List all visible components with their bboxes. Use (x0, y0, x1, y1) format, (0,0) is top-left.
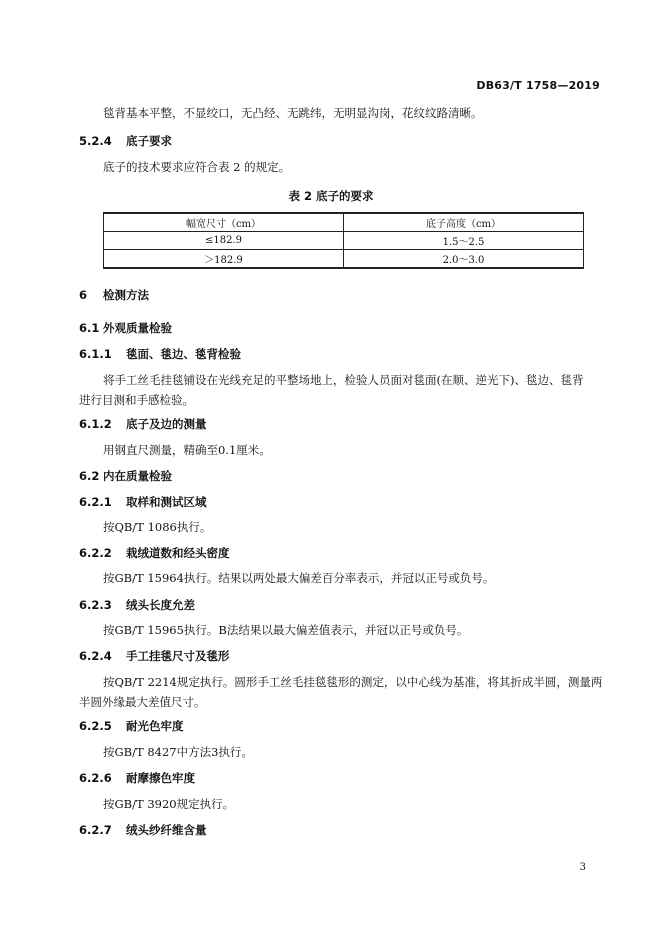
table-row (104, 232, 584, 250)
carpet-back-paragraph: 毯背基本平整，不显绞口，无凸经、无跳纬，无明显沟岗，花纹纹路清晰。 (103, 106, 483, 120)
section-number: 6 (79, 288, 88, 302)
section-6-1-2-heading (79, 416, 207, 432)
section-6-2-5-heading (79, 718, 184, 734)
section-6-2-4-text-line2: 半圆外缘最大差值尺寸。 (79, 695, 206, 709)
section-number: 6.2 (79, 469, 100, 483)
section-6-1-2-text: 用钢直尺测量，精确至0.1厘米。 (103, 443, 271, 457)
section-6-2-4-text-line1: 按QB/T 2214规定执行。圆形手工丝毛挂毯毯形的测定，以中心线为基准，将其折成半圆，测量两 (103, 675, 603, 689)
section-title: 外观质量检验 (103, 321, 172, 335)
section-6-2-1-heading (79, 494, 207, 510)
section-6-1-heading (79, 320, 172, 336)
section-number: 6.2.2 (79, 546, 112, 560)
section-6-2-3-heading (79, 597, 195, 613)
height-cell: 2.0～3.0 (344, 250, 584, 269)
section-6-1-1-text-line2: 进行目测和手感检验。 (79, 393, 194, 407)
page-number: 3 (579, 862, 586, 873)
section-6-heading (79, 287, 149, 303)
section-6-2-3-text: 按GB/T 15965执行。B法结果以最大偏差值表示，并冠以正号或负号。 (103, 623, 469, 637)
section-6-1-1-text-line1: 将手工丝毛挂毯铺设在光线充足的平整场地上，检验人员面对毯面(在顺、逆光下)、毯边、毯背 (103, 373, 584, 387)
width-cell: ≤182.9 (104, 232, 344, 250)
section-6-2-6-text: 按GB/T 3920规定执行。 (103, 797, 235, 811)
section-6-2-7-heading (79, 822, 207, 838)
base-requirements-table (103, 212, 584, 269)
section-number: 5.2.4 (79, 134, 112, 148)
section-6-2-2-text: 按GB/T 15964执行。结果以两处最大偏差百分率表示，并冠以正号或负号。 (103, 571, 495, 585)
height-cell: 1.5～2.5 (344, 232, 584, 250)
width-cell: ＞182.9 (104, 250, 344, 269)
section-number: 6.1 (79, 321, 100, 335)
section-6-2-2-heading (79, 545, 230, 561)
section-title: 毯面、毯边、毯背检验 (126, 347, 241, 361)
table-2-caption: 表 2 底子的要求 (288, 189, 374, 203)
section-number: 6.2.3 (79, 598, 112, 612)
section-title: 绒头纱纤维含量 (126, 823, 207, 837)
table-header-row (104, 213, 584, 232)
section-6-2-6-heading (79, 770, 195, 786)
section-6-2-5-text: 按GB/T 8427中方法3执行。 (103, 745, 253, 759)
section-title: 手工挂毯尺寸及毯形 (126, 649, 230, 663)
section-number: 6.2.6 (79, 771, 112, 785)
section-title: 绒头长度允差 (126, 598, 195, 612)
section-5-2-4-text: 底子的技术要求应符合表 2 的规定。 (103, 160, 291, 174)
section-number: 6.2.1 (79, 495, 112, 509)
section-number: 6.2.4 (79, 649, 112, 663)
section-6-2-heading (79, 468, 172, 484)
section-title: 检测方法 (103, 288, 149, 302)
document-id-header: DB63/T 1758—2019 (476, 79, 600, 92)
table-row (104, 250, 584, 269)
section-6-2-4-heading (79, 648, 230, 664)
section-title: 栽绒道数和经头密度 (126, 546, 230, 560)
section-number: 6.1.2 (79, 417, 112, 431)
section-title: 底子及边的测量 (126, 417, 207, 431)
section-number: 6.1.1 (79, 347, 112, 361)
section-title: 耐摩擦色牢度 (126, 771, 195, 785)
section-title: 内在质量检验 (103, 469, 172, 483)
section-number: 6.2.5 (79, 719, 112, 733)
section-title: 取样和测试区域 (126, 495, 207, 509)
section-title: 底子要求 (126, 134, 172, 148)
section-number: 6.2.7 (79, 823, 112, 837)
section-6-1-1-heading (79, 346, 241, 362)
section-6-2-1-text: 按QB/T 1086执行。 (103, 520, 212, 534)
section-5-2-4-heading (79, 133, 172, 149)
height-column-header: 底子高度（cm） (344, 213, 584, 232)
width-column-header: 幅宽尺寸（cm） (104, 213, 344, 232)
section-title: 耐光色牢度 (126, 719, 184, 733)
